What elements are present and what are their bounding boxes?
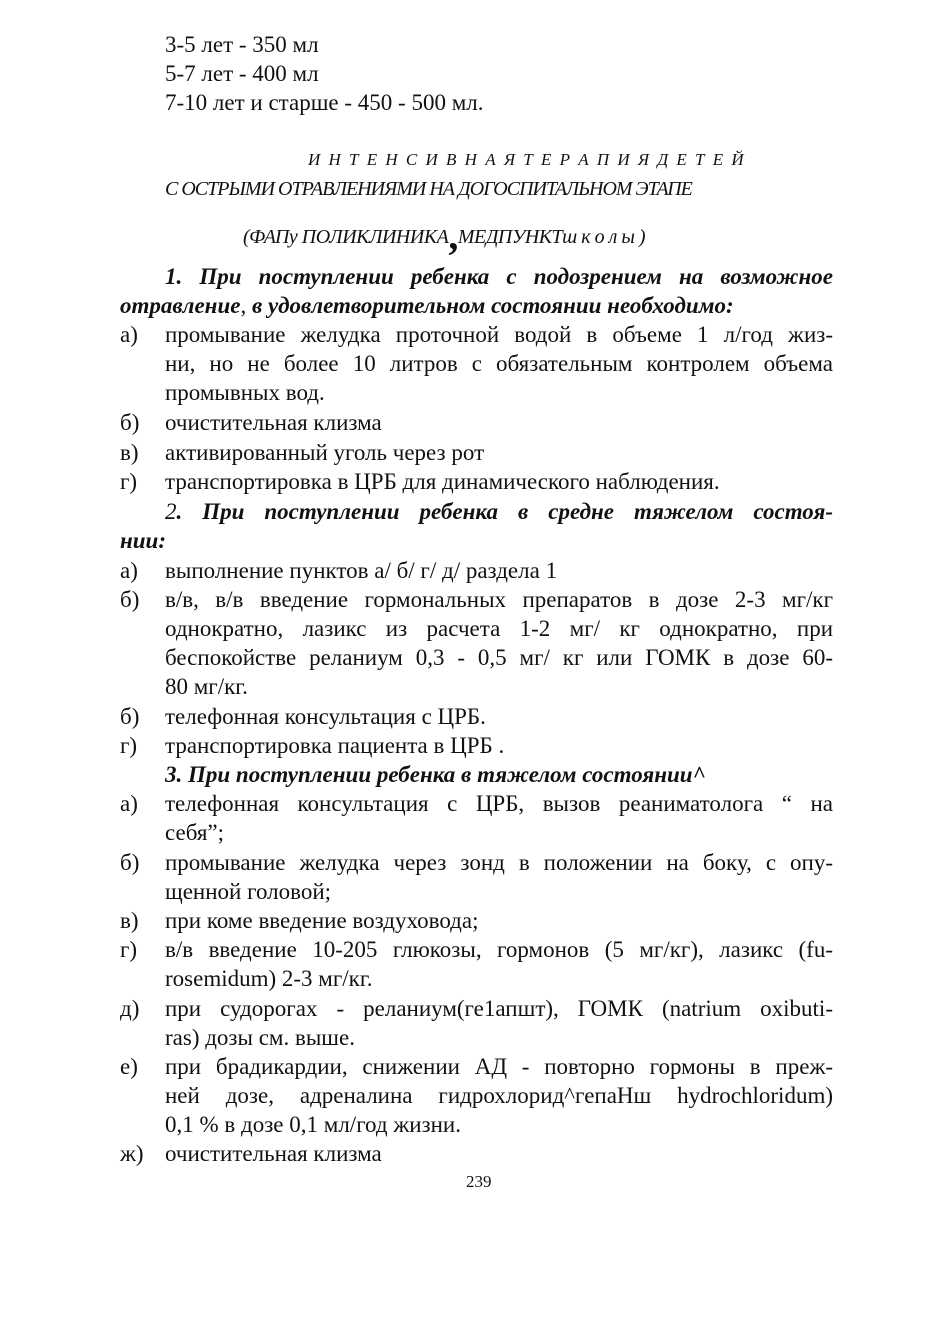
- list-item-text: 80 мг/кг.: [165, 674, 248, 699]
- list-item-text: при брадикардии, снижении АД - повторно гормоны в преж-: [165, 1054, 833, 1079]
- list-marker: д): [120, 996, 140, 1021]
- page-number: 239: [466, 1172, 492, 1191]
- list-marker: б): [120, 850, 140, 875]
- list-item-text: ras) дозы см. выше.: [165, 1025, 355, 1050]
- list-item-text: rosemidum) 2-3 мг/кг.: [165, 966, 373, 991]
- list-item-text: телефонная консультация с ЦРБ, вызов реаниматолога “ на: [165, 791, 833, 816]
- list-item-text: 0,1 % в дозе 0,1 мл/год жизни.: [165, 1112, 461, 1137]
- list-marker: г): [120, 733, 138, 758]
- age-line: 5-7 лет - 400 мл: [165, 61, 319, 86]
- section-3-title: 3. При поступлении ребенка в тяжелом состоянии^: [165, 762, 706, 787]
- list-item-text: телефонная консультация с ЦРБ.: [165, 704, 486, 729]
- list-marker: в): [120, 440, 139, 465]
- list-item-text: ней дозе, адреналина гидрохлорид^гепаНш hydrochloridum): [165, 1083, 833, 1108]
- list-item-text: транспортировка в ЦРБ для динамического наблюдения.: [165, 469, 720, 494]
- list-item-text: беспокойстве реланиум 0,3 - 0,5 мг/ кг или ГОМК в дозе 60-: [165, 645, 833, 670]
- list-item-text: очистительная клизма: [165, 1141, 382, 1166]
- list-item-text: промывание желудка проточной водой в объеме 1 л/год жиз-: [165, 322, 833, 347]
- list-marker: г): [120, 937, 138, 962]
- list-marker: е): [120, 1054, 138, 1079]
- list-item-text: транспортировка пациента в ЦРБ .: [165, 733, 505, 758]
- list-marker: а): [120, 558, 138, 583]
- list-item-text: промывание желудка через зонд в положении на боку, с опу-: [165, 850, 833, 875]
- list-marker: ж): [120, 1141, 144, 1166]
- section-2-title-cont: нии:: [120, 528, 167, 553]
- age-line: 3-5 лет - 350 мл: [165, 32, 319, 57]
- list-item-text: при коме введение воздуховода;: [165, 908, 479, 933]
- section-2-title: 2. При поступлении ребенка в средне тяжелом состоя-: [165, 499, 833, 524]
- list-marker: а): [120, 322, 138, 347]
- list-item-text: однократно, лазикс из расчета 1-2 мг/ кг однократно, при: [165, 616, 833, 641]
- section-1-title-cont: отравление, в удовлетворительном состоянии необходимо:: [120, 293, 734, 318]
- list-marker: б): [120, 587, 140, 612]
- list-item-text: выполнение пунктов а/ б/ г/ д/ раздела 1: [165, 558, 558, 583]
- list-item-text: активированный уголь через рот: [165, 440, 485, 465]
- list-marker: б): [120, 704, 140, 729]
- age-line: 7-10 лет и старше - 450 - 500 мл.: [165, 90, 484, 115]
- list-item-text: щенной головой;: [165, 879, 332, 904]
- section-1-title: 1. При поступлении ребенка с подозрением на возможное: [165, 264, 833, 289]
- list-item-text: очистительная клизма: [165, 410, 382, 435]
- list-marker: г): [120, 469, 138, 494]
- list-item-text: себя”;: [165, 820, 225, 845]
- heading-line-2: С ОСТРЫМИ ОТРАВЛЕНИЯМИ НА ДОГОСПИТАЛЬНОМ ЭТАПЕ: [165, 178, 692, 200]
- list-marker: а): [120, 791, 138, 816]
- heading-line-3: (ФАПу ПОЛИКЛИНИКА,МЕДПУНКТш к о л ы ): [243, 213, 646, 258]
- list-item-text: при судорогах - реланиум(ге1апшт), ГОМК (natrium oxibuti-: [165, 996, 833, 1021]
- list-item-text: в/в введение 10-205 глюкозы, гормонов (5 мг/кг), лазикс (fu-: [165, 937, 833, 962]
- list-marker: б): [120, 410, 140, 435]
- list-item-text: в/в, в/в введение гормональных препаратов в дозе 2-3 мг/кг: [165, 587, 833, 612]
- list-item-text: промывных вод.: [165, 380, 325, 405]
- list-marker: в): [120, 908, 139, 933]
- list-item-text: ни, но не более 10 литров с обязательным контролем объема: [165, 351, 833, 376]
- heading-line-1: И Н Т Е Н С И В Н А Я Т Е Р А П И Я Д Е Т Е Й: [308, 150, 746, 169]
